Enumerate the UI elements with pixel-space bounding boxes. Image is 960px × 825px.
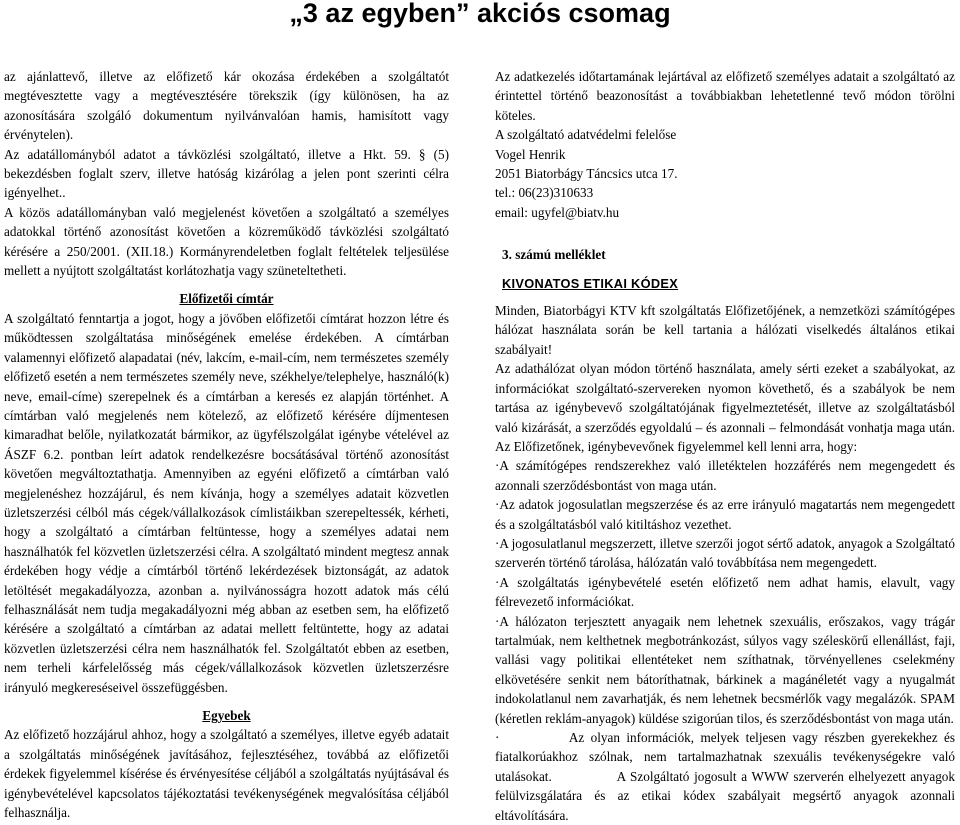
contact-address: 2051 Biatorbágy Táncsics utca 17. xyxy=(495,166,678,182)
right-column xyxy=(495,67,959,825)
list-item: ·A számítógépes rendszerekhez való illetéktelen hozzáférés nem megengedett és azonnali szerződésbontást von maga után. xyxy=(495,458,955,493)
ethics-code-title: KIVONATOS ETIKAI KÓDEX xyxy=(502,275,679,291)
section-heading-other: Egyebek xyxy=(202,708,251,723)
contact-heading: A szolgáltató adatvédelmi felelőse xyxy=(495,127,677,143)
list-item: ·A szolgáltatás igénybevételé esetén előfizető nem adhat hamis, elavult, vagy félrevezető információkat. xyxy=(495,574,955,610)
contact-name: Vogel Henrik xyxy=(495,146,566,162)
list-item: ·A jogosulatlanul megszerzett, illetve szerzői jogot sértő adatok, anyagok a Szolgáltató szerverén történő tárolása, hálózatán való továbbítása nem megengedett. xyxy=(495,535,955,571)
paragraph: Az előfizető hozzájárul ahhoz, hogy a szolgáltató a személyes, illetve egyéb adatait a szolgáltatás minőségének javításához, fejlesztéséhez, továbbá az előfizetői érdekek figyelemmel kísérése és érvényesítése céljából a szolgáltatás nyújtásával és igénybevételével kapcsolatos tájékoztatási tevékenységének megvalósítása céljából felhasználja. xyxy=(4,727,449,821)
list-item: ·Az adatok jogosulatlan megszerzése és az erre irányuló magatartás nem megengedett és a szolgáltatásból való kitiltáshoz vezethet. xyxy=(495,497,955,532)
paragraph: Az adatkezelés időtartamának lejártával az előfizető személyes adatait a szolgáltató az érintettel történő beazonosítást a továbbiakban lehetetlenné tevő módon törölni köteles. xyxy=(495,69,955,123)
paragraph: Az adathálózat olyan módon történő használata, amely sérti ezeket a szabályokat, az információkat szolgáltató-szervereken nyomon követhető, és a szabályok be nem tartása az igénybevevő szolgáltatójának figyelmeztetését, illetve az szolgáltatásból való kizárását, a szerződés egyoldalú – és azonnali – felmondását vonhatja maga után. Az Előfizetőnek, igénybevevőnek figyelemmel kell lenni arra, hogy: xyxy=(495,361,955,454)
section-heading-directory: Előfizetői címtár xyxy=(179,291,274,307)
paragraph: A szolgáltató fenntartja a jogot, hogy a jövőben előfizetői címtárat hozzon létre és működtessen szolgáltatása minőségének emelése érdekében. A címtárban valamennyi előfizető alapadatai (név, lakcím, e-mail-cím, nem természetes személy előfizető esetén a nem természetes személy neve, székhelye/telephelye, használó(k) neve, email-címe) szerepelnek és a címtárban a keresés ez alapján történhet. A címtárban való megjelenés nem kötelező, az előfizető kérésére díjmentesen kimaradhat belőle, nyilatkozatát bármikor, az ügyfélszolgálat igénybe vételével az ÁSZF 6.2. pontban leírt adatok rendelkezésre bocsátásával történő azonosítást követően megváltoztathatja. Amennyiben az egyéni előfizető a címtárban való megjelenéshez hozzájárul, és nem kívánja, hogy a személyes adatait közvetlen üzletszerzési célból más cégek/vállalkozások címlistáikban szerepeltessék, kérheti, hogy a szolgáltató a címtárban feltüntesse, hogy a személyes adatai nem használhatók fel közvetlen üzletszerzési célra. A szolgáltató mindent megtesz annak érdekében hogy védje a címtárból történő lekérdezések biztonságát, az adatok letöltését megakadályozza, azonban a. nyilvánosságra hozott adatok más célú felhasználását nem tudja megakadályozni még abban az esetben sem, ha előfizető kérésére a szolgáltató a címtárban az adatai mellett feltüntette, hogy az adatai közvetlen üzletszerzési célra nem használhatók fel. Szolgáltatót ebben az esetben, nem terheli kárfelelősség más cégek/vállalkozások közvetlen üzletszerzésre irányuló megkereséseivel összefüggésben. xyxy=(4,310,449,695)
page-title: „3 az egyben” akciós csomag xyxy=(289,0,671,28)
left-column xyxy=(4,67,449,822)
paragraph: A közös adatállományban való megjelenést követően a szolgáltató a személyes adatokkal történő azonosítást követően a közreműködő távközlési szolgáltató kérésére a 250/2001. (XII.18.) Kormányrendeletben foglalt feltételek teljesülése mellett a nyújtott szolgáltatást korlátozhatja vagy szüneteltetheti. xyxy=(4,204,449,279)
list-item: · Az olyan információk, melyek teljesen vagy részben gyerekekhez és fiatalkorúakhoz szólnak, nem tartalmazhatnak szexuális tevékenységekre való utalásokat. A Szolgáltató jogosult a WWW szerverén elhelyezett anyagok felülvizsgálatára és az etikai kódex szabályait megsértő anyagok azonnali eltávolítására. xyxy=(495,730,959,823)
annex-heading: 3. számú melléklet xyxy=(502,247,606,263)
paragraph: Az adatállományból adatot a távközlési szolgáltató, illetve a Hkt. 59. § (5) bekezdésben foglalt szerv, illetve hatóság kizárólag a jelen pont szerinti célra igényelhet.. xyxy=(4,146,449,201)
paragraph: Minden, Biatorbágyi KTV kft szolgáltatás Előfizetőjének, a nemzetközi számítógépes hálózat használata során be kell tartania a hálózati viselkedés általános etikai szabályait! xyxy=(495,303,955,357)
list-item: ·A hálózaton terjesztett anyagaik nem lehetnek szexuális, erőszakos, vagy trágár tartalmúak, nem kelthetnek megbotránkozást, súlyos vagy széleskörű ellenállást, faji, vallási vagy politikai ellentéteket nem szíthatnak, törvényellenes cselekmény elkövetésére senkit nem bátoríthatnak, bárkinek a magánéletét vagy a nyugalmát indokolatlanul nem zavarhatják, és nem lehetnek becsmérlők vagy megalázók. SPAM (kéretlen reklám-anyagok) küldése szigorúan tilos, és szerződésbontást von maga után. xyxy=(495,613,955,726)
paragraph: az ajánlattevő, illetve az előfizető kár okozása érdekében a szolgáltatót megtévesztette vagy a megtévesztésére törekszik (így különösen, ha az azonosítására szolgáló dokumentum nyilvánvalóan hamis, hamisított vagy érvénytelen). xyxy=(4,69,449,143)
contact-email: email: ugyfel@biatv.hu xyxy=(495,204,620,220)
contact-phone: tel.: 06(23)310633 xyxy=(495,185,594,201)
